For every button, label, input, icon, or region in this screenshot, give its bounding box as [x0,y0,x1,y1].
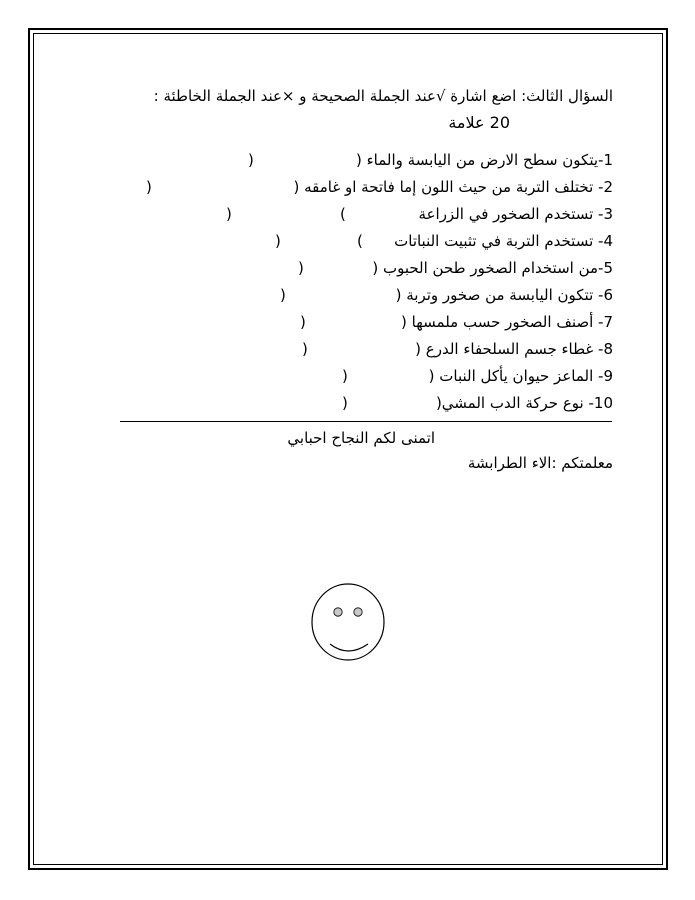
answer-blank-close-8: ) [302,340,308,358]
answer-blank-close-6: ) [280,286,286,304]
answer-blank-close-4: ) [275,232,281,250]
answer-blank-open-3: ( [340,205,346,223]
smiley-face-icon [310,582,386,662]
question-item-2: 2- تختلف التربة من حيث اللون إما فاتحة او غامقه ( [293,178,613,196]
question-item-5: 5-من استخدام الصخور طحن الحبوب ( [372,259,613,277]
teacher-signature: معلمتكم :الاء الطرابشة [467,454,613,472]
question-item-10: 10- نوع حركة الدب المشي( [435,394,613,412]
closing-wish: اتمنى لكم النجاح احبابي [287,429,435,447]
divider-line [120,421,612,422]
answer-blank-close-3: ) [226,205,232,223]
question-item-8: 8- غطاء جسم السلحفاء الدرع ( [415,340,613,358]
answer-blank-open-4: ( [357,232,363,250]
question-item-3: 3- تستخدم الصخور في الزراعة [418,205,613,223]
answer-blank-close-9: ) [342,367,348,385]
answer-blank-close-10: ) [342,394,348,412]
question-item-9: 9- الماعز حيوان يأكل النبات ( [428,367,613,385]
answer-blank-close-5: ) [298,259,304,277]
question-item-4: 4- تستخدم التربة في تثبيت النباتات [394,232,613,250]
question-title: السؤال الثالث: اضع اشارة √عند الجملة الصحيحة و ×عند الجملة الخاطئة : [153,87,613,105]
question-item-6: 6- تتكون اليابسة من صخور وتربة ( [395,286,613,304]
answer-blank-close-2: ) [146,178,152,196]
answer-blank-close-1: ) [248,151,254,169]
question-marks: 20 علامة [448,113,510,132]
answer-blank-close-7: ) [300,313,306,331]
question-item-7: 7- أصنف الصخور حسب ملمسها ( [401,313,613,331]
question-item-1: 1-يتكون سطح الارض من اليابسة والماء ( [356,151,613,169]
